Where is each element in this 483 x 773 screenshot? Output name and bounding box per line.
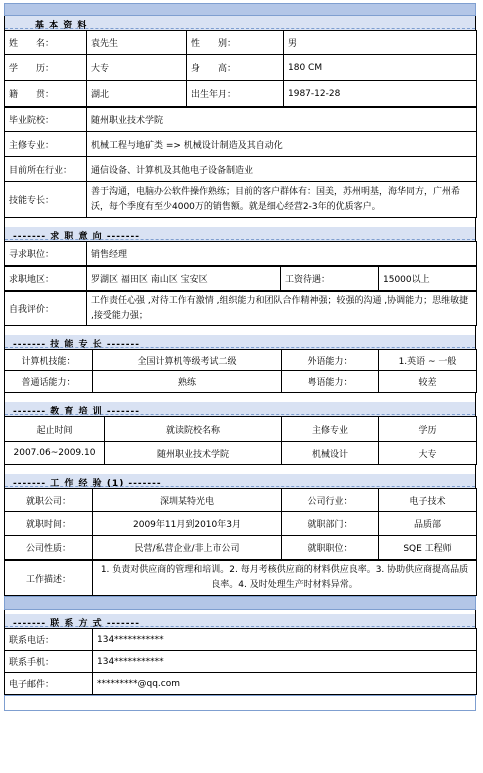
worktime-label: 就职时间： bbox=[5, 512, 93, 536]
birth-value: 1987-12-28 bbox=[284, 81, 477, 107]
cantonese-value: 较差 bbox=[379, 371, 477, 393]
name-value: 袁先生 bbox=[87, 31, 187, 55]
section-work-header bbox=[4, 474, 476, 488]
company-value: 深圳某特光电 bbox=[93, 489, 282, 512]
education-label: 学 历： bbox=[5, 55, 87, 81]
position-value: 销售经理 bbox=[87, 242, 477, 266]
company-label: 就职公司： bbox=[5, 489, 93, 512]
edu-degree: 大专 bbox=[379, 442, 477, 465]
section-skills-header bbox=[4, 335, 476, 349]
edu-header-school: 就读院校名称 bbox=[105, 417, 282, 442]
gender-label: 性 别： bbox=[187, 31, 284, 55]
table-row bbox=[5, 132, 477, 157]
edu-period: 2007.06~2009.10 bbox=[5, 442, 105, 465]
school-value: 随州职业技术学院 bbox=[87, 108, 477, 132]
bottom-band bbox=[4, 695, 476, 711]
origin-label: 籍 贯： bbox=[5, 81, 87, 107]
section-edu-header bbox=[4, 402, 476, 416]
phone-label: 联系电话： bbox=[5, 629, 93, 651]
skills-label: 技能专长： bbox=[5, 182, 87, 218]
position-label: 寻求职位： bbox=[5, 242, 87, 266]
major-label: 主修专业： bbox=[5, 132, 87, 157]
work-table-2 bbox=[4, 560, 477, 596]
location-value: 罗湖区 福田区 南山区 宝安区 bbox=[87, 267, 281, 291]
table-row bbox=[5, 512, 477, 536]
worktime-value: 2009年11月到2010年3月 bbox=[93, 512, 282, 536]
basic-table-2 bbox=[4, 107, 477, 218]
table-row bbox=[5, 81, 477, 107]
name-label: 姓 名： bbox=[5, 31, 87, 55]
table-row bbox=[5, 267, 477, 291]
skills-value: 善于沟通，电脑办公软件操作熟练；目前的客户群体有：国美，苏州明基，海华同方，广州希沃，每个季度有至少4000万的销售额。就是细心经营2-3年的优质客户。 bbox=[87, 182, 477, 218]
location-label: 求职地区： bbox=[5, 267, 87, 291]
table-row bbox=[5, 536, 477, 560]
contact-table bbox=[4, 628, 477, 695]
origin-value: 湖北 bbox=[87, 81, 187, 107]
table-row bbox=[5, 31, 477, 55]
phone-value: 134*********** bbox=[93, 629, 477, 651]
section-basic-header bbox=[4, 16, 476, 30]
computer-value: 全国计算机等级考试二级 bbox=[93, 350, 282, 371]
salary-label: 工资待遇： bbox=[281, 267, 379, 291]
mobile-label: 联系手机： bbox=[5, 651, 93, 673]
job-title-label: 就职职位： bbox=[282, 536, 379, 560]
mandarin-value: 熟练 bbox=[93, 371, 282, 393]
major-value: 机械工程与地矿类 => 机械设计制造及其自动化 bbox=[87, 132, 477, 157]
edu-header-period: 起止时间 bbox=[5, 417, 105, 442]
table-row bbox=[5, 673, 477, 695]
section-skills-title: ------- 技 能 专 长 ------- bbox=[13, 340, 140, 350]
department-value: 品质部 bbox=[379, 512, 477, 536]
work-desc-label: 工作描述： bbox=[5, 561, 93, 596]
edu-table bbox=[4, 416, 477, 465]
intent-table-3 bbox=[4, 291, 477, 326]
basic-table bbox=[4, 30, 477, 107]
height-value: 180 CM bbox=[284, 55, 477, 81]
edu-school: 随州职业技术学院 bbox=[105, 442, 282, 465]
language-label: 外语能力： bbox=[282, 350, 379, 371]
table-row bbox=[5, 651, 477, 673]
intent-table-2 bbox=[4, 266, 477, 291]
table-row bbox=[5, 55, 477, 81]
height-label: 身 高： bbox=[187, 55, 284, 81]
salary-value: 15000以上 bbox=[379, 267, 477, 291]
company-industry-label: 公司行业： bbox=[282, 489, 379, 512]
mandarin-label: 普通话能力： bbox=[5, 371, 93, 393]
section-contact-title: ------- 联 系 方 式 ------- bbox=[13, 619, 140, 629]
section-basic-title: 基 本 资 料 bbox=[35, 21, 88, 31]
edu-header-degree: 学历 bbox=[379, 417, 477, 442]
birth-label: 出生年月： bbox=[187, 81, 284, 107]
intent-table bbox=[4, 241, 477, 266]
table-row bbox=[5, 371, 477, 393]
section-edu-title: ------- 教 育 培 训 ------- bbox=[13, 407, 140, 417]
section-intent-title: ------- 求 职 意 向 ------- bbox=[13, 232, 140, 242]
work-desc-value: 1. 负责对供应商的管理和培训。2. 每月考核供应商的材料供应良率。3. 协助供应商提高品质良率。4. 及时处理生产时材料异常。 bbox=[93, 561, 477, 596]
company-industry-value: 电子技术 bbox=[379, 489, 477, 512]
gender-value: 男 bbox=[284, 31, 477, 55]
email-label: 电子邮件： bbox=[5, 673, 93, 695]
eval-label: 自我评价： bbox=[5, 292, 87, 326]
language-value: 1.英语 ~ 一般 bbox=[379, 350, 477, 371]
computer-label: 计算机技能： bbox=[5, 350, 93, 371]
section-contact-header bbox=[4, 614, 476, 628]
edu-header-major: 主修专业 bbox=[282, 417, 379, 442]
table-row bbox=[5, 242, 477, 266]
table-row bbox=[5, 417, 477, 442]
department-label: 就职部门： bbox=[282, 512, 379, 536]
mobile-value: 134*********** bbox=[93, 651, 477, 673]
eval-value: 工作责任心强 ,对待工作有激情 ,组织能力和团队合作精神强；较强的沟通 ,协调能力；思维敏捷 ,接受能力强； bbox=[87, 292, 477, 326]
spacer bbox=[4, 218, 476, 227]
work-bottom-band bbox=[4, 596, 476, 610]
school-label: 毕业院校： bbox=[5, 108, 87, 132]
edu-major: 机械设计 bbox=[282, 442, 379, 465]
industry-label: 目前所在行业： bbox=[5, 157, 87, 182]
cantonese-label: 粤语能力： bbox=[282, 371, 379, 393]
table-row bbox=[5, 489, 477, 512]
table-row bbox=[5, 442, 477, 465]
spacer bbox=[4, 465, 476, 474]
top-band bbox=[4, 3, 476, 16]
table-row bbox=[5, 292, 477, 326]
job-title-value: SQE 工程师 bbox=[379, 536, 477, 560]
resume-page bbox=[4, 3, 476, 711]
section-intent-header bbox=[4, 227, 476, 241]
table-row bbox=[5, 629, 477, 651]
skills-table bbox=[4, 349, 477, 393]
education-value: 大专 bbox=[87, 55, 187, 81]
table-row bbox=[5, 182, 477, 218]
company-type-value: 民营/私营企业/非上市公司 bbox=[93, 536, 282, 560]
table-row bbox=[5, 157, 477, 182]
spacer bbox=[4, 393, 476, 402]
table-row bbox=[5, 350, 477, 371]
email-value[interactable]: *********@qq.com bbox=[93, 673, 477, 695]
industry-value: 通信设备、计算机及其他电子设备制造业 bbox=[87, 157, 477, 182]
spacer bbox=[4, 326, 476, 335]
section-work-title: ------- 工 作 经 验 (1) ------- bbox=[13, 479, 162, 489]
company-type-label: 公司性质： bbox=[5, 536, 93, 560]
table-row bbox=[5, 561, 477, 596]
work-table bbox=[4, 488, 477, 560]
table-row bbox=[5, 108, 477, 132]
